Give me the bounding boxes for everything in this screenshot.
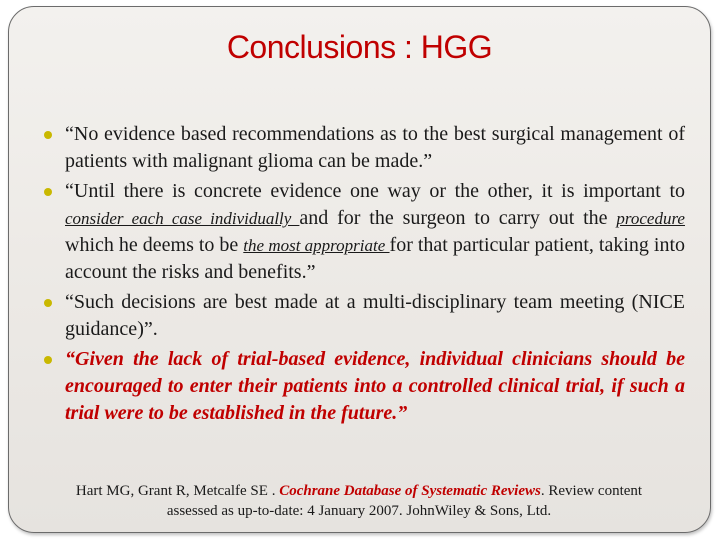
bullet-dot-icon — [44, 131, 52, 139]
bullet-text: “Such decisions are best made at a multi-disciplinary team meeting (NICE guidance)”. — [65, 291, 685, 340]
bullet-dot-icon — [44, 299, 52, 307]
citation-authors: Hart MG, Grant R, Metcalfe SE . — [75, 483, 280, 499]
bullet-text-part: and for the surgeon to carry out the — [299, 207, 617, 229]
bullet-dot-icon — [44, 188, 52, 196]
slide-title: Conclusions : HGG — [226, 29, 493, 65]
bullet-text: “No evidence based recommendations as to the best surgical management of patients with malignant glioma can be made.” — [65, 123, 685, 172]
content-panel — [8, 6, 711, 533]
emphasis-most-appropriate: the most appropriate — [243, 236, 390, 255]
emphasis-consider-each-case: consider each case individually — [65, 209, 300, 228]
bullet-item-3 — [41, 289, 685, 343]
citation — [59, 481, 659, 521]
citation-details: . Review content assessed as up-to-date: 4 January 2007. JohnWiley & Sons, Ltd. — [166, 483, 643, 519]
bullet-item-4 — [41, 346, 685, 427]
bullet-item-2 — [41, 178, 685, 286]
citation-journal: Cochrane Database of Systematic Reviews — [279, 483, 541, 499]
bullet-text-part: which he deems to be — [65, 234, 244, 256]
bullet-dot-icon — [44, 356, 52, 364]
bullet-text-part: “Until there is concrete evidence one way or the other, it is important to — [65, 180, 685, 202]
bullet-list — [41, 121, 685, 430]
emphasis-procedure: procedure — [616, 209, 685, 228]
bullet-text: “Given the lack of trial-based evidence, individual clinicians should be encouraged to enter their patients into a controlled clinical trial, if such a trial were to be established in the future.” — [65, 348, 685, 424]
bullet-item-1 — [41, 121, 685, 175]
bullet-text-part: for that particular patient, taking into account the risks and benefits.” — [65, 234, 685, 283]
